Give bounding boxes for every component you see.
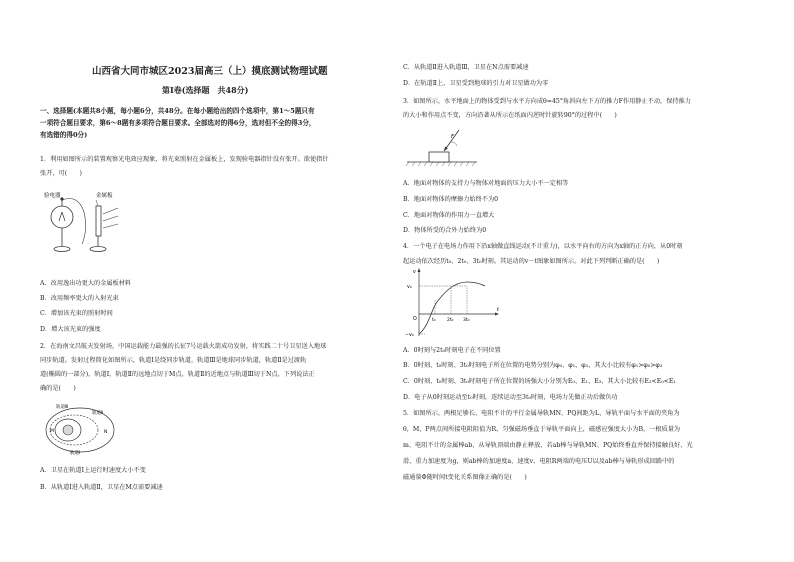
q4-stem-line-2: 起运动依次经历t₀、2t₀、3t₀时刻。其运动的v－t图象如图所示。对此下列判断正确的是( ) <box>403 258 660 265</box>
earth <box>63 425 73 435</box>
label-origin: O <box>413 317 417 322</box>
label-v0: v₀ <box>407 285 412 290</box>
q4-option-c: C．0时刻、t₀时刻、3t₀时刻电子所在位置的场强大小分别为E₀、E₁、E₃，其大小比较有E₃<E₀<E₁ <box>403 378 676 385</box>
label-orbit-i: 轨道Ⅰ <box>70 451 81 456</box>
label-t: t <box>497 307 499 313</box>
q2-option-c: C．从轨道Ⅱ进入轨道Ⅲ，卫星在N点需要减速 <box>403 64 529 71</box>
q2-stem-line-2: 同步轨道。发射过程简化如图所示，轨道Ⅰ是绕同步轨道，轨道Ⅲ是地球同步轨道，轨道Ⅱ是过渡轨 <box>40 357 307 364</box>
label-point-n: N <box>104 430 108 435</box>
paper-title: 山西省大同市城区2023届高三（上）摸底测试物理试题 <box>92 66 328 77</box>
q3-option-d: D．物体所受的合外力始终为0 <box>403 227 487 234</box>
q5-stem-line-4: 滑，重力加速度为g，则ab棒的加速度a、速度v、电阻R两端的电压U以及ab棒与导轨形成回路中的 <box>403 458 675 465</box>
q4-option-d: D．电子从0时刻运动至t₀时刻，连续运动至3t₀时刻，电场力先做正功后做负功 <box>403 394 618 401</box>
q1-option-a: A．改用逸出功更大的金属板材料 <box>40 280 132 287</box>
q3-option-a: A．地面对物体的支持力与物体对地面的压力大小不一定相等 <box>403 180 569 187</box>
label-point-m: M <box>50 429 54 434</box>
q2-orbit-figure <box>40 400 120 460</box>
q1-label-electroscope: 验电器 <box>44 193 61 199</box>
tick-t0: t₀ <box>432 318 436 323</box>
q1-label-metal-plate: 金属板 <box>96 193 113 199</box>
q1-figure <box>38 190 148 270</box>
tick-3t0: 3t₀ <box>463 318 470 323</box>
q4-vt-graph <box>405 266 505 342</box>
q2-stem-line-1: 2．在海南文昌航天发射场，中国运载能力最强的长征7号运载火箭成功发射，将实践二十号卫星送入地球 <box>40 343 327 350</box>
q5-stem-line-1: 5．如图所示，两根足够长、电阻不计的平行金属导轨MN、PQ间距为L，导轨平面与水平面的夹角为 <box>403 410 680 417</box>
section-instructions-line-3: 有选错的得0分) <box>40 131 88 139</box>
q1-option-b: B．改用频率更大的入射光束 <box>40 295 119 302</box>
label-orbit-iii: 轨道Ⅲ <box>56 405 69 410</box>
q3-figure <box>407 124 487 174</box>
label-orbit-ii: 轨道Ⅱ <box>92 411 104 416</box>
q1-stem-line-2: 张开，可( ) <box>40 170 82 177</box>
q3-option-c: C．地面对物体的作用力一直增大 <box>403 212 495 219</box>
vt-curve <box>419 282 485 334</box>
q2-option-a: A．卫星在轨道Ⅰ上运行时速度大小不变 <box>40 467 146 474</box>
orbit-ii <box>50 415 98 445</box>
q2-option-b: B．从轨道Ⅰ进入轨道Ⅱ，卫星在M点需要减速 <box>40 484 163 491</box>
q3-stem-line-2: 的大小和作用点不变，方向沿著从所示在纸面内逆时针旋转90°的过程中( ) <box>403 112 617 119</box>
q5-stem-line-5: 磁通量Φ随时间t变化关系图像正确的是( ) <box>403 474 527 481</box>
q2-option-d: D．在轨道Ⅱ上，卫星受到地球的引力对卫星做功为零 <box>403 80 549 87</box>
q2-stem-line-4: 确的是( ) <box>40 385 76 392</box>
light-beam-arrows <box>103 208 118 228</box>
q4-option-b: B．0时刻、t₀时刻、3t₀时刻电子所在位置的电势分别为φ₀、φ₁、φ₃，其大小比较有φ₁>φ₀>φ₃ <box>403 362 663 369</box>
label-f: F <box>451 134 454 140</box>
q5-stem-line-2: θ，M、P两点间所接电阻阻值为R，匀强磁场垂直于导轨平面向上，磁感应强度大小为B，一根质量为 <box>403 426 681 433</box>
metal-plate <box>96 206 101 236</box>
q3-option-b: B．地面对物体的摩擦力始终不为0 <box>403 196 499 203</box>
section-subtitle: 第Ⅰ卷(选择题 共48分) <box>162 85 249 95</box>
q4-stem-line-1: 4．一个电子在电场力作用下沿x轴做直线运动(不计重力)，以水平向右的方向为x轴的正方向，从0时刻 <box>403 243 683 250</box>
block <box>429 152 449 162</box>
q5-stem-line-3: m、电阻不计的金属棒ab，从导轨顶端由静止释放，若ab棒与导轨MN、PQ始终垂直并保持接触良好、光 <box>403 442 693 449</box>
label-neg-v0: −v₀ <box>405 333 414 338</box>
q3-stem-line-1: 3．如图所示，水平地面上的物体受到与水平方向成θ=45°角斜向左下方的推力F作用静止不动，保持推力 <box>403 98 691 105</box>
q1-option-d: D．增大该光束的强度 <box>40 326 101 333</box>
q1-option-c: C．增加该光束的照射时间 <box>40 310 113 317</box>
q4-option-a: A．0时刻与2t₀时刻电子在不同位置 <box>403 347 501 354</box>
electroscope-body <box>51 206 73 228</box>
tick-2t0: 2t₀ <box>447 318 454 323</box>
section-instructions-line-1: 一、选择题(本题共8小题，每小题6分，共48分。在每小题给出的四个选项中，第1～5题只有 <box>40 107 315 115</box>
label-v: v <box>413 269 416 275</box>
section-instructions-line-2: 一项符合题目要求，第6～8题有多项符合题目要求。全部选对的得6分，选对但不全的得3分， <box>40 119 316 127</box>
q2-stem-line-3: 道(椭圆的一部分)，轨道Ⅰ、轨道Ⅱ的远地点切于M点，轨道Ⅱ的近地点与轨道Ⅲ切于N点，下列说法正 <box>40 371 315 378</box>
q1-stem-line-1: 1．利用如图所示的装置观察光电效应现象，将光束照射在金属板上，发现验电器指针没有张开。欲使指针 <box>40 156 329 163</box>
